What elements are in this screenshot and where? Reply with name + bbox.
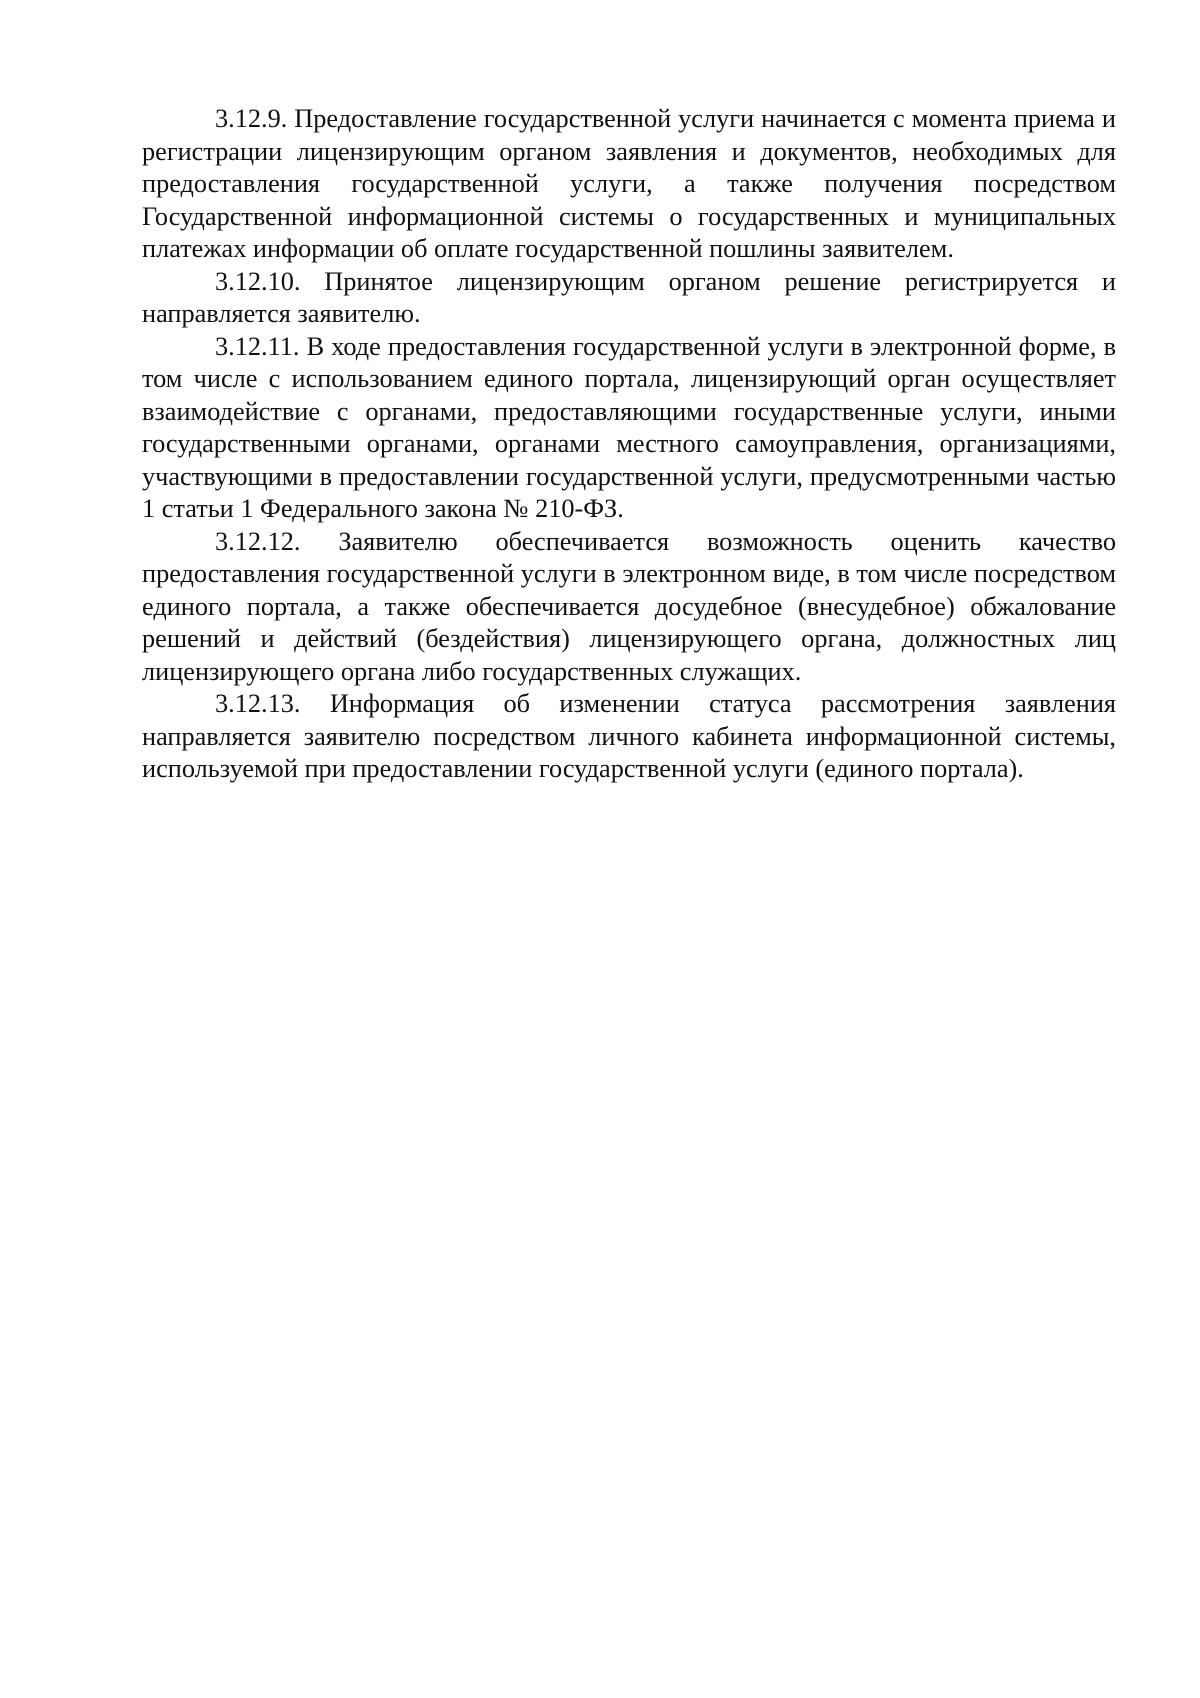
document-page bbox=[142, 103, 1116, 786]
paragraph-3-12-9: 3.12.9. Предоставление государственной услуги начинается с момента приема и регистрации лицензирующим органом заявления и документов, необходимых для предоставления государственной услуги, а также получения посредством Государственной информационной системы о государственных и муниципальных платежах информации об оплате государственной пошлины заявителем. bbox=[142, 104, 1116, 263]
paragraph-3-12-10: 3.12.10. Принятое лицензирующим органом решение регистрируется и направляется заявителю. bbox=[142, 266, 1116, 328]
paragraph-3-12-12: 3.12.12. Заявителю обеспечивается возможность оценить качество предоставления государственной услуги в электронном виде, в том числе посредством единого портала, а также обеспечивается досудебное (внесудебное) обжалование решений и действий (бездействия) лицензирующего органа, должностных лиц лицензирующего органа либо государственных служащих. bbox=[142, 526, 1116, 686]
paragraph-3-12-13: 3.12.13. Информация об изменении статуса рассмотрения заявления направляется заявителю посредством личного кабинета информационной системы, используемой при предоставлении государственной услуги (единого портала). bbox=[142, 689, 1116, 783]
paragraph-3-12-11: 3.12.11. В ходе предоставления государственной услуги в электронной форме, в том числе с использованием единого портала, лицензирующий орган осуществляет взаимодействие с органами, предоставляющими государственные услуги, иными государственными органами, органами местного самоуправления, организациями, участвующими в предоставлении государственной услуги, предусмотренными частью 1 статьи 1 Федерального закона № 210-ФЗ. bbox=[142, 331, 1116, 523]
